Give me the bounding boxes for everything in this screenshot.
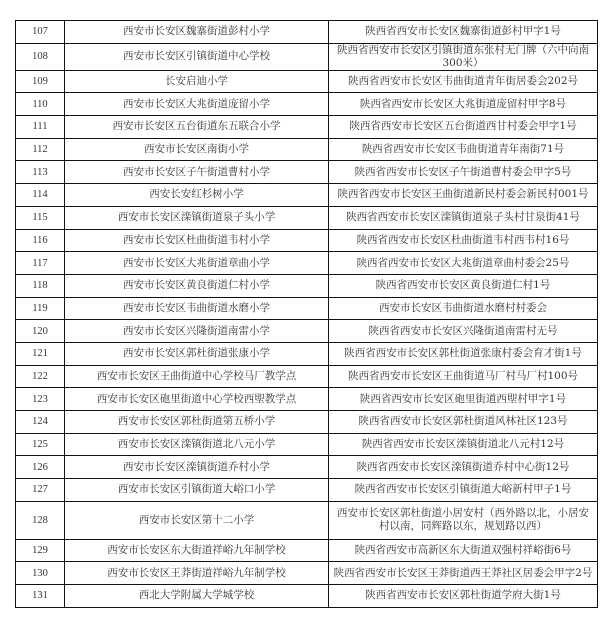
school-address: 西安市长安区韦曲街道水磨村村委会 xyxy=(329,297,598,320)
school-name: 西安市长安区郭杜街道张康小学 xyxy=(65,342,329,365)
table-row xyxy=(16,388,598,411)
school-name: 西北大学附属大学城学校 xyxy=(65,585,329,608)
table-row xyxy=(16,206,598,229)
school-name: 西安市长安区滦镇街道泉子头小学 xyxy=(65,206,329,229)
school-address: 陕西省西安市长安区滦镇街道北八元村12号 xyxy=(329,433,598,456)
school-address: 陕西省西安市长安区引镇街道东张村无门牌（六中向南300米） xyxy=(329,43,598,70)
row-number: 125 xyxy=(16,433,65,456)
table-row xyxy=(16,184,598,207)
school-address: 陕西省西安市长安区大兆街道庞留村甲字8号 xyxy=(329,93,598,116)
row-number: 127 xyxy=(16,479,65,502)
row-number: 111 xyxy=(16,116,65,139)
row-number: 128 xyxy=(16,501,65,539)
table-row xyxy=(16,138,598,161)
school-name: 西安市长安区第十二小学 xyxy=(65,501,329,539)
school-name: 西安市长安区杜曲街道韦村小学 xyxy=(65,229,329,252)
school-address: 陕西省西安市长安区王莽街道西王莽社区居委会甲字2号 xyxy=(329,562,598,585)
school-name: 西安市长安区兴隆街道南雷小学 xyxy=(65,320,329,343)
school-address: 陕西省西安市长安区王曲街道新民村委会新民村001号 xyxy=(329,184,598,207)
school-address-table xyxy=(15,20,598,608)
school-address: 陕西省西安市长安区魏寨街道彭村甲字1号 xyxy=(329,21,598,44)
school-address: 陕西省西安市长安区滦镇街道乔村中心街12号 xyxy=(329,456,598,479)
row-number: 120 xyxy=(16,320,65,343)
table-row xyxy=(16,501,598,539)
school-name: 西安市长安区滦镇街道乔村小学 xyxy=(65,456,329,479)
table-row xyxy=(16,585,598,608)
school-address: 陕西省西安市高新区东大街道双强村祥峪街6号 xyxy=(329,539,598,562)
table-row xyxy=(16,252,598,275)
school-address: 陕西省西安市长安区兴隆街道南雷村无号 xyxy=(329,320,598,343)
row-number: 129 xyxy=(16,539,65,562)
row-number: 122 xyxy=(16,365,65,388)
school-address: 陕西省西安市长安区大兆街道章曲村委会25号 xyxy=(329,252,598,275)
table-row xyxy=(16,456,598,479)
row-number: 124 xyxy=(16,411,65,434)
school-name: 西安市长安区滦镇街道北八元小学 xyxy=(65,433,329,456)
row-number: 130 xyxy=(16,562,65,585)
row-number: 131 xyxy=(16,585,65,608)
school-name: 西安市长安区砲里街道中心学校西堲教学点 xyxy=(65,388,329,411)
school-name: 西安市长安区王莽街道祥峪九年制学校 xyxy=(65,562,329,585)
table-row xyxy=(16,433,598,456)
school-name: 西安市长安区黄良街道仁村小学 xyxy=(65,274,329,297)
table-row xyxy=(16,365,598,388)
table-row xyxy=(16,21,598,44)
school-address: 陕西省西安市长安区郭杜街道学府大街1号 xyxy=(329,585,598,608)
table-row xyxy=(16,479,598,502)
table-row xyxy=(16,539,598,562)
school-address: 陕西省西安市长安区郭杜街道风林社区123号 xyxy=(329,411,598,434)
table-row xyxy=(16,161,598,184)
table-row xyxy=(16,43,598,70)
table-row xyxy=(16,116,598,139)
school-name: 西安市长安区大兆街道庞留小学 xyxy=(65,93,329,116)
school-address: 西安市长安区郭杜街道小居安村（西外路以北，小居安村以南，同辉路以东，规划路以西） xyxy=(329,501,598,539)
row-number: 109 xyxy=(16,70,65,93)
school-address: 陕西省西安市长安区杜曲街道韦村西韦村16号 xyxy=(329,229,598,252)
school-address: 陕西省西安市长安区五台街道西甘村委会甲字1号 xyxy=(329,116,598,139)
table-row xyxy=(16,562,598,585)
table-row xyxy=(16,411,598,434)
row-number: 119 xyxy=(16,297,65,320)
table-row xyxy=(16,297,598,320)
row-number: 115 xyxy=(16,206,65,229)
row-number: 113 xyxy=(16,161,65,184)
row-number: 114 xyxy=(16,184,65,207)
school-address: 陕西省西安市长安区郭杜街道张康村委会育才街1号 xyxy=(329,342,598,365)
school-name: 西安市长安区东大街道祥峪九年制学校 xyxy=(65,539,329,562)
table-row xyxy=(16,93,598,116)
school-address: 陕西省西安市长安区韦曲街道青年街居委会202号 xyxy=(329,70,598,93)
table-row xyxy=(16,274,598,297)
school-name: 西安市长安区引镇街道中心学校 xyxy=(65,43,329,70)
school-name: 西安长安红杉树小学 xyxy=(65,184,329,207)
school-address: 陕西省西安市长安区王曲街道马厂村马厂村100号 xyxy=(329,365,598,388)
row-number: 117 xyxy=(16,252,65,275)
table-row xyxy=(16,229,598,252)
school-name: 西安市长安区南街小学 xyxy=(65,138,329,161)
school-address: 陕西省西安市长安区子午街道曹村委会甲字5号 xyxy=(329,161,598,184)
school-name: 西安市长安区王曲街道中心学校马厂教学点 xyxy=(65,365,329,388)
school-address: 陕西省西安市长安区砲里街道西堲村甲字1号 xyxy=(329,388,598,411)
school-name: 西安市长安区魏寨街道彭村小学 xyxy=(65,21,329,44)
table-row xyxy=(16,320,598,343)
school-address: 陕西省西安市长安区引镇街道大峪新村甲子1号 xyxy=(329,479,598,502)
row-number: 108 xyxy=(16,43,65,70)
row-number: 126 xyxy=(16,456,65,479)
school-name: 西安市长安区五台街道东五联合小学 xyxy=(65,116,329,139)
table-row xyxy=(16,70,598,93)
table-body xyxy=(16,21,598,608)
row-number: 116 xyxy=(16,229,65,252)
school-address: 陕西省西安市长安区滦镇街道泉子头村甘泉街41号 xyxy=(329,206,598,229)
school-name: 西安市长安区韦曲街道水磨小学 xyxy=(65,297,329,320)
school-name: 西安市长安区子午街道曹村小学 xyxy=(65,161,329,184)
row-number: 123 xyxy=(16,388,65,411)
row-number: 121 xyxy=(16,342,65,365)
school-name: 西安市长安区引镇街道大峪口小学 xyxy=(65,479,329,502)
school-address: 陕西省西安市长安区黄良街道仁村1号 xyxy=(329,274,598,297)
school-address: 陕西省西安市长安区韦曲街道青年南街71号 xyxy=(329,138,598,161)
school-name: 长安启迪小学 xyxy=(65,70,329,93)
row-number: 107 xyxy=(16,21,65,44)
row-number: 110 xyxy=(16,93,65,116)
table-row xyxy=(16,342,598,365)
row-number: 118 xyxy=(16,274,65,297)
row-number: 112 xyxy=(16,138,65,161)
school-name: 西安市长安区郭杜街道第五桥小学 xyxy=(65,411,329,434)
school-name: 西安市长安区大兆街道章曲小学 xyxy=(65,252,329,275)
